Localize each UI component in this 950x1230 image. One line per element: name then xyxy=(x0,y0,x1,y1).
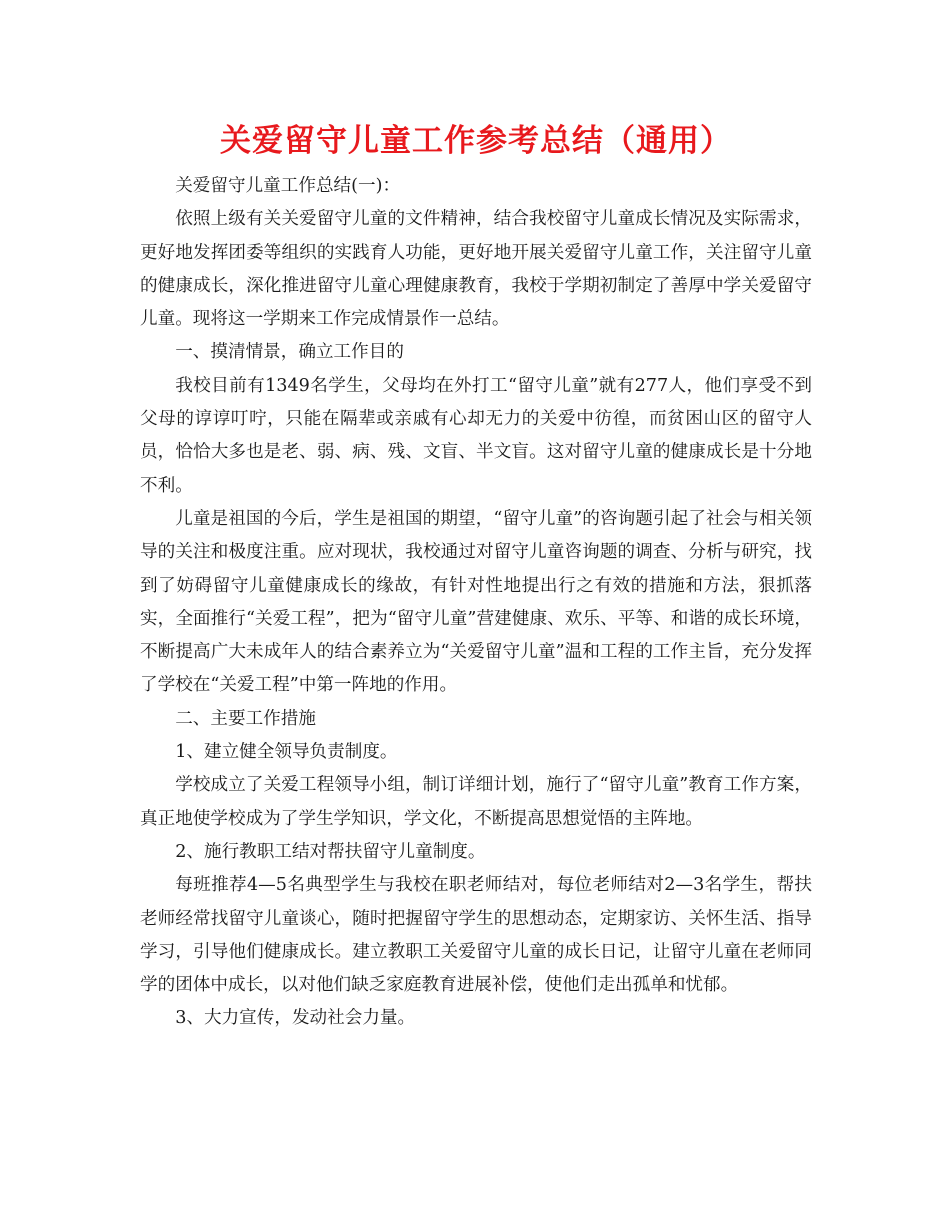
subsection-heading: 2、施行教职工结对帮扶留守儿童制度。 xyxy=(175,841,486,862)
document-title: 关爱留守儿童工作参考总结（通用） xyxy=(220,123,732,159)
body-paragraph: 依照上级有关关爱留守儿童的文件精神，结合我校留守儿童成长情况及实际需求，更好地发挥团委等组织的实践育人功能，更好地开展关爱留守儿童工作，关注留守儿童的健康成长，深化推进留守儿童心理健康教育，我校于学期初制定了善厚中学关爱留守儿童。现将这一学期来工作完成情景作一总结。 xyxy=(140,209,812,330)
subsection-heading: 3、大力宣传，发动社会力量。 xyxy=(175,1008,416,1029)
body-paragraph: 我校目前有1349名学生，父母均在外打工“留守儿童”就有277人，他们享受不到父母的谆谆叮咛，只能在隔辈或亲戚有心却无力的关爱中彷徨，而贫困山区的留守人员，恰恰大多也是老、弱、病、残、文盲、半文盲。这对留守儿童的健康成长是十分地不利。 xyxy=(140,375,812,496)
body-paragraph: 学校成立了关爱工程领导小组，制订详细计划，施行了“留守儿童”教育工作方案，真正地使学校成为了学生学知识，学文化，不断提高思想觉悟的主阵地。 xyxy=(140,775,812,829)
section-heading: 二、主要工作措施 xyxy=(175,708,316,729)
body-paragraph: 儿童是祖国的今后，学生是祖国的期望，“留守儿童”的咨询题引起了社会与相关领导的关注和极度注重。应对现状，我校通过对留守儿童咨询题的调查、分析与研究，找到了妨碍留守儿童健康成长的缘故，有针对性地提出行之有效的措施和方法，狠抓落实，全面推行“关爱工程”，把为“留守儿童”营建健康、欢乐、平等、和谐的成长环境，不断提高广大未成年人的结合素养立为“关爱留守儿童”温和工程的工作主旨，充分发挥了学校在“关爱工程”中第一阵地的作用。 xyxy=(140,508,812,696)
subsection-heading: 1、建立健全领导负责制度。 xyxy=(175,742,398,763)
body-paragraph: 每班推荐4—5名典型学生与我校在职老师结对，每位老师结对2—3名学生，帮扶老师经常找留守儿童谈心，随时把握留守学生的思想动态，定期家访、关怀生活、指导学习，引导他们健康成长。建立教职工关爱留守儿童的成长日记，让留守儿童在老师同学的团体中成长，以对他们缺乏家庭教育进展补偿，使他们走出孤单和忧郁。 xyxy=(140,875,812,996)
section-heading: 一、摸清情景，确立工作目的 xyxy=(175,342,404,363)
section-subtitle: 关爱留守儿童工作总结(一)： xyxy=(175,176,401,196)
document-page xyxy=(140,118,812,1036)
